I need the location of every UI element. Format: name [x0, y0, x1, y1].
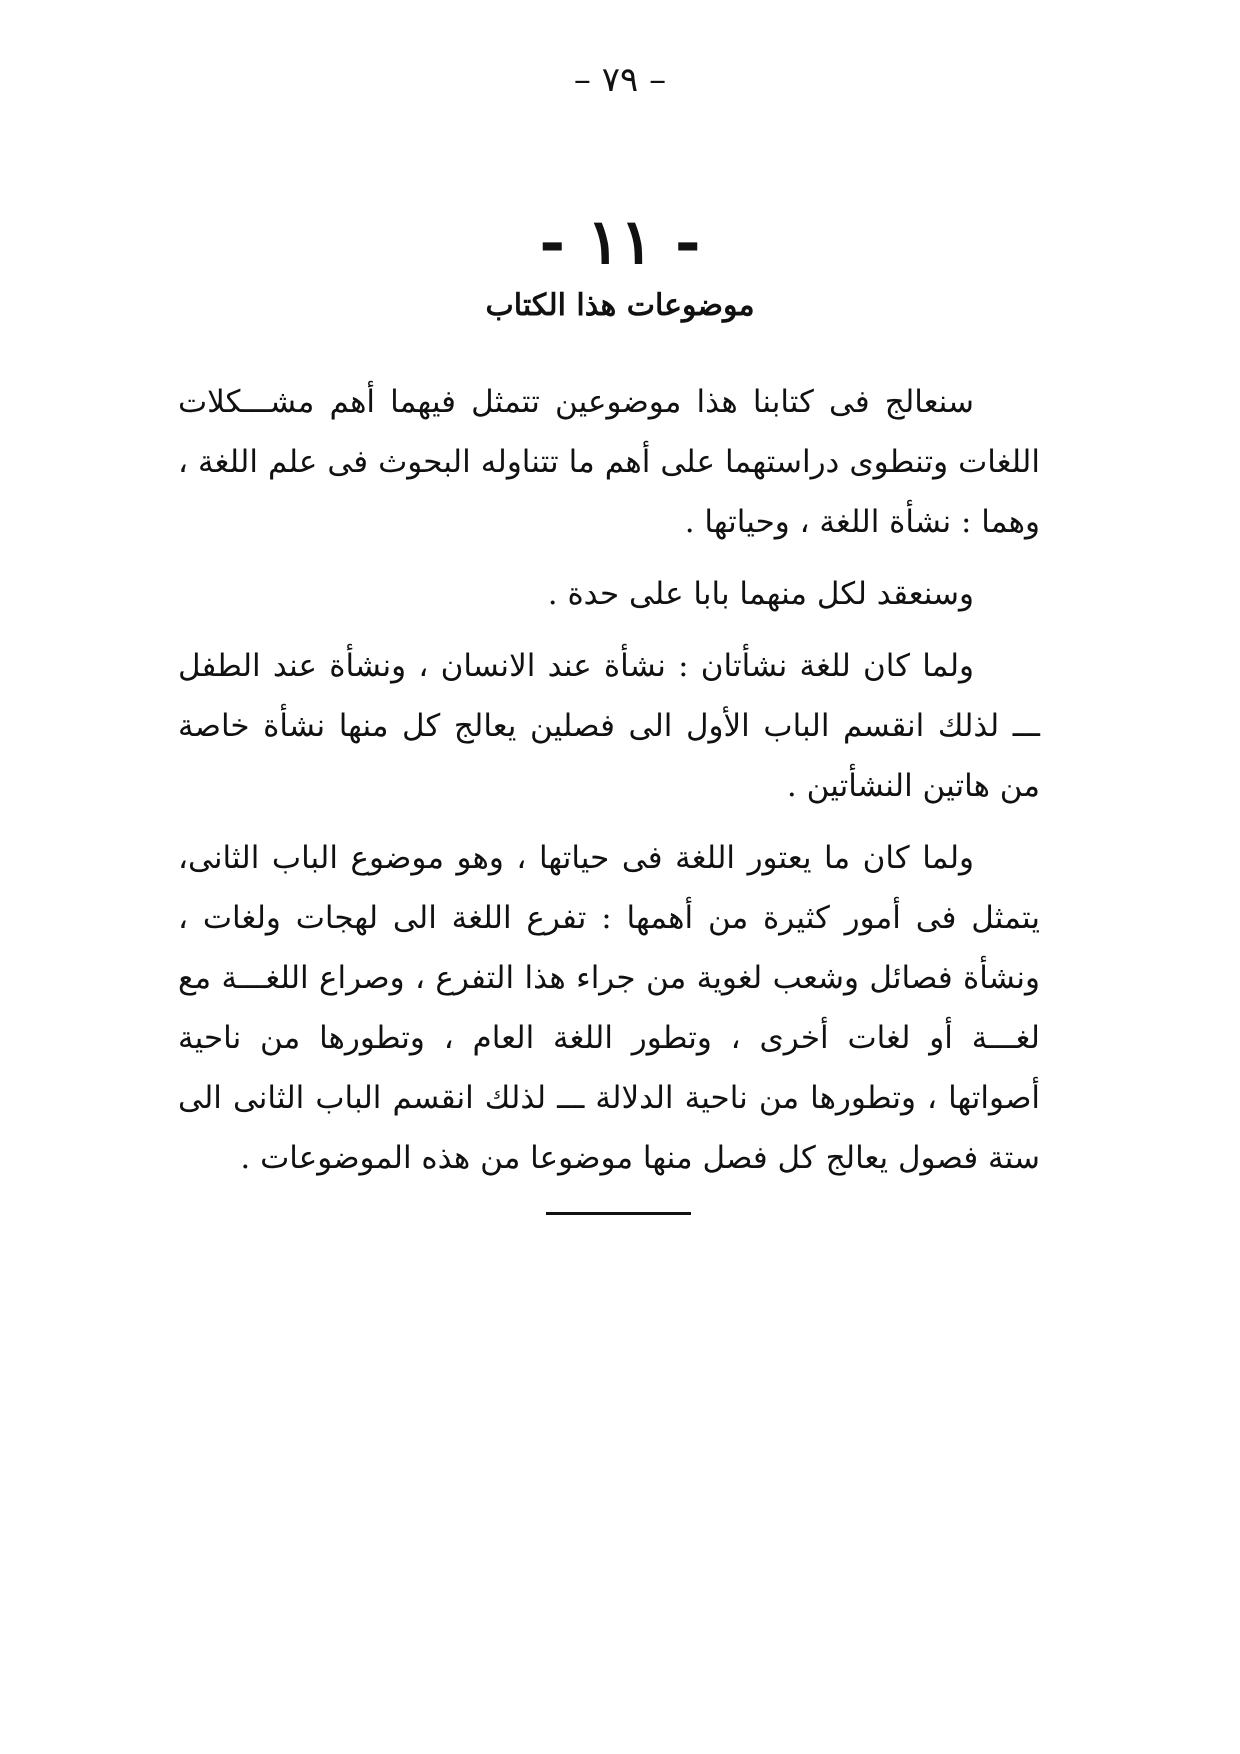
end-of-section-rule [546, 1212, 691, 1215]
page-number: – ٧٩ – [573, 60, 667, 100]
paragraph-4: ولما كان ما يعتور اللغة فى حياتها ، وهو موضوع الباب الثانى، يتمثل فى أمور كثيرة من أهمها : تفرع اللغة الى لهجات ولغات ، ونشأة فصائل وشعب لغوية من جراء هذا التفرع ، وصراع اللغـــة مع لغـــة أو لغات أخرى ، وتطور اللغة العام ، وتطورها من ناحية أصواتها ، وتطورها من ناحية الدلالة ـــ لذلك انقسم الباب الثانى الى ستة فصول يعالج كل فصل منها موضوعا من هذه الموضوعات . [178, 840, 1040, 1176]
paragraph-3: ولما كان للغة نشأتان : نشأة عند الانسان ، ونشأة عند الطفل ـــ لذلك انقسم الباب الأول الى فصلين يعالج كل منها نشأة خاصة من هاتين النشأتين . [178, 648, 1040, 804]
section-number: - ١١ - [539, 205, 701, 278]
paragraph-2: وسنعقد لكل منهما بابا على حدة . [547, 576, 974, 612]
paragraph-1: سنعالج فى كتابنا هذا موضوعين تتمثل فيهما أهم مشـــكلات اللغات وتنطوى دراستهما على أهم ما تتناوله البحوث فى علم اللغة ، وهما : نشأة اللغة ، وحياتها . [178, 384, 1040, 540]
body-text [178, 372, 1040, 1200]
section-title: موضوعات هذا الكتاب [485, 288, 755, 323]
